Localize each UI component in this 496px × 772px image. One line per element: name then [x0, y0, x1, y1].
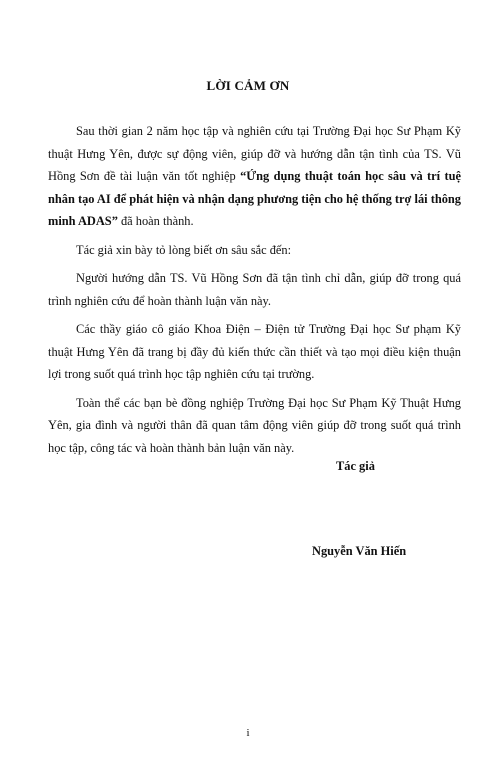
signature-role: Tác giả: [336, 459, 375, 473]
paragraph-1-lead: Sau thời gian 2 năm học tập và nghiên cứu tại Trường Đại học Sư Phạm Kỹ thuật Hưng Yên, được sự động viên, giúp đỡ và hướng dẫn tận tình của TS. Vũ Hồng Sơn đề tài luận văn tốt nghiệp: [48, 124, 461, 183]
paragraph-2: Tác giả xin bày tỏ lòng biết ơn sâu sắc đến:: [76, 242, 292, 257]
paragraph-4: Các thầy giáo cô giáo Khoa Điện – Điện tử Trường Đại học Sư phạm Kỹ thuật Hưng Yên đã trang bị đầy đủ kiến thức cần thiết và tạo mọi điều kiện thuận lợi trong suốt quá trình học tập nghiên cứu tại trường.: [48, 322, 461, 381]
signature-name: Nguyễn Văn Hiến: [312, 544, 407, 558]
page-number: i: [246, 727, 250, 739]
acknowledgement-body: [48, 120, 461, 465]
paragraph-1: [48, 120, 461, 233]
paragraph-3: Người hướng dẫn TS. Vũ Hồng Sơn đã tận tình chỉ dẫn, giúp đỡ trong quá trình nghiên cứu để hoàn thành luận văn này.: [48, 271, 461, 308]
paragraph-5: Toàn thể các bạn bè đồng nghiệp Trường Đại học Sư Phạm Kỹ Thuật Hưng Yên, gia đình và người thân đã quan tâm động viên giúp đỡ trong suốt quá trình học tập, công tác và hoàn thành bản luận văn này.: [48, 395, 461, 455]
thesis-title: “Ứng dụng thuật toán học sâu và trí tuệ nhân tạo AI để phát hiện và nhận dạng phương tiện cho hệ thống trợ lái thông minh ADAS”: [48, 169, 461, 228]
page-title: LỜI CẢM ƠN: [206, 78, 290, 93]
paragraph-1-tail: đã hoàn thành.: [117, 214, 194, 228]
